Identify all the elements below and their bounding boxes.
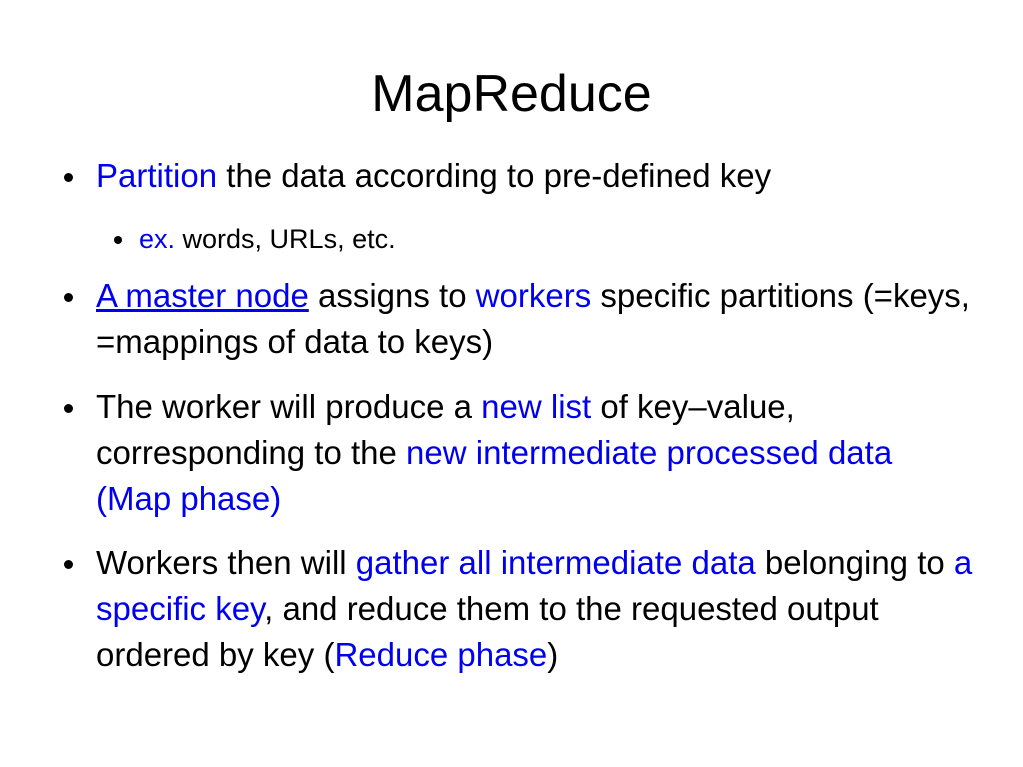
sub-bullet-text: words, URLs, etc. [175, 224, 396, 254]
highlight-workers: workers [475, 277, 592, 314]
highlight-reduce-phase: Reduce phase [334, 636, 548, 673]
bullet-partition [96, 153, 976, 199]
highlight-new-list: new list [481, 388, 592, 425]
bullet-worker-produce [96, 384, 976, 522]
bullet-text: belonging to [755, 544, 954, 581]
sub-bullet-examples [139, 220, 939, 258]
bullet-text: , and reduce them to the requested output ordered by key ( [96, 590, 879, 673]
bullet-dot-icon [64, 560, 73, 569]
highlight-partition: Partition [96, 157, 218, 194]
highlight-specific-key: a specific key [96, 544, 973, 627]
bullet-dot-icon [64, 293, 73, 302]
highlight-intermediate-data: new intermediate processed data (Map phase) [96, 434, 893, 517]
bullet-dot-icon [64, 404, 73, 413]
bullet-workers-gather [96, 540, 976, 678]
bullet-text: ) [547, 636, 559, 673]
bullet-text: assigns to [308, 277, 476, 314]
master-node-link[interactable]: A master node [96, 277, 309, 314]
bullet-dot-icon [64, 173, 73, 182]
bullet-text: specific partitions (=keys, =mappings of data to keys) [96, 277, 970, 360]
highlight-ex: ex. [139, 224, 176, 254]
bullet-text: The worker will produce a [96, 388, 482, 425]
bullet-text: of key–value, corresponding to the [96, 388, 795, 471]
bullet-text: Workers then will [96, 544, 356, 581]
slide-title: MapReduce [371, 65, 652, 123]
bullet-text: the data according to pre-defined key [217, 157, 772, 194]
sub-bullet-dot-icon [114, 236, 122, 244]
highlight-gather: gather all intermediate data [355, 544, 756, 581]
bullet-master-node [96, 273, 976, 365]
